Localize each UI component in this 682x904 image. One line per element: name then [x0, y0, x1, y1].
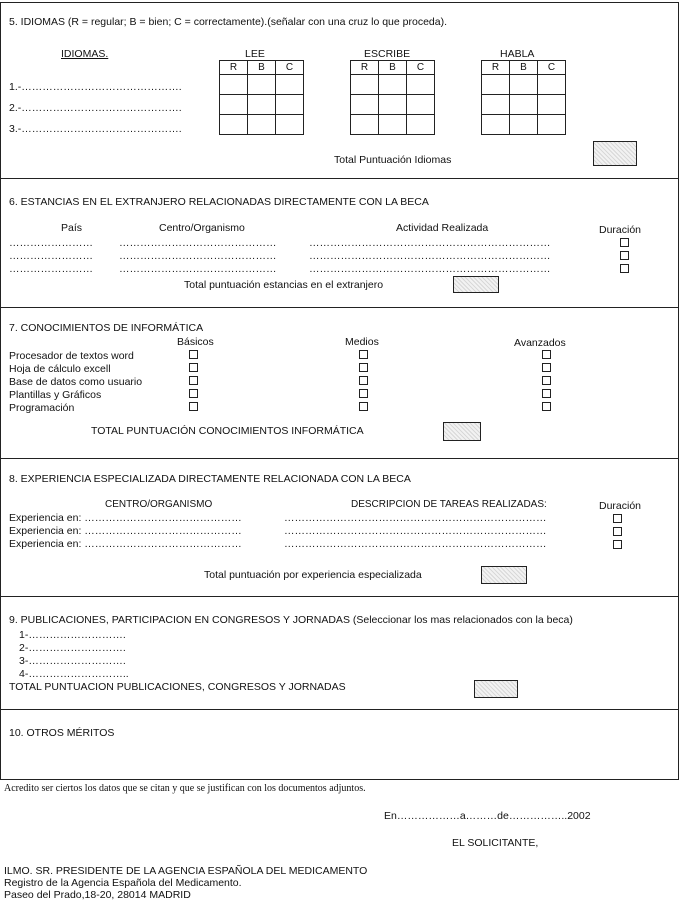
hdr-c: C: [407, 61, 435, 75]
duracion-checkbox[interactable]: [620, 264, 629, 273]
cell[interactable]: [220, 75, 248, 95]
hdr-c: C: [538, 61, 566, 75]
cell[interactable]: [379, 75, 407, 95]
signer-label: EL SOLICITANTE,: [452, 837, 539, 849]
checkbox-basicos[interactable]: [189, 389, 198, 398]
header-pais: País: [61, 222, 83, 234]
descripcion-field[interactable]: …………………………………………………………………: [284, 512, 547, 524]
section-experiencia: [0, 458, 679, 597]
duracion-checkbox[interactable]: [613, 527, 622, 536]
item-procesador: Procesador de textos word: [9, 350, 134, 362]
score-box-estancias[interactable]: [453, 276, 499, 293]
centro-field[interactable]: ………………………………………: [119, 237, 277, 249]
item-base-datos: Base de datos como usuario: [9, 376, 143, 388]
group-lee: LEE: [245, 48, 265, 60]
item-plantillas: Plantillas y Gráficos: [9, 389, 102, 401]
hdr-r: R: [351, 61, 379, 75]
pais-field[interactable]: ……………………: [9, 237, 93, 249]
score-box-informatica[interactable]: [443, 422, 481, 441]
publicacion-item-3[interactable]: 3-……………………….: [19, 655, 126, 667]
checkbox-avanzados[interactable]: [542, 389, 551, 398]
checkbox-basicos[interactable]: [189, 376, 198, 385]
idiomas-header: IDIOMAS.: [61, 48, 109, 60]
cell[interactable]: [510, 95, 538, 115]
section-9-title: 9. PUBLICACIONES, PARTICIPACION EN CONGRESOS Y JORNADAS (Seleccionar los mas relacionados con la beca): [9, 614, 573, 626]
section-informatica: [0, 307, 679, 459]
checkbox-basicos[interactable]: [189, 363, 198, 372]
cell[interactable]: [482, 95, 510, 115]
checkbox-avanzados[interactable]: [542, 350, 551, 359]
score-box-idiomas[interactable]: [593, 141, 637, 166]
section-5-title: 5. IDIOMAS (R = regular; B = bien; C = correctamente).(señalar con una cruz lo que proceda).: [9, 16, 447, 28]
score-box-publicaciones[interactable]: [474, 680, 518, 698]
cell[interactable]: [220, 95, 248, 115]
score-box-experiencia[interactable]: [481, 566, 527, 584]
address-line-2: Registro de la Agencia Española del Medicamento.: [4, 877, 242, 889]
checkbox-medios[interactable]: [359, 376, 368, 385]
checkbox-basicos[interactable]: [189, 350, 198, 359]
cell[interactable]: [248, 75, 276, 95]
duracion-checkbox[interactable]: [613, 514, 622, 523]
section-8-title: 8. EXPERIENCIA ESPECIALIZADA DIRECTAMENTE RELACIONADA CON LA BECA: [9, 473, 411, 485]
cell[interactable]: [220, 115, 248, 135]
checkbox-avanzados[interactable]: [542, 376, 551, 385]
cell[interactable]: [351, 115, 379, 135]
cell[interactable]: [276, 115, 304, 135]
duracion-checkbox[interactable]: [620, 251, 629, 260]
actividad-field[interactable]: ……………………………………………………………: [309, 250, 551, 262]
certify-text: Acredito ser ciertos los datos que se citan y que se justifican con los documentos adjuntos.: [4, 783, 366, 794]
cell[interactable]: [351, 95, 379, 115]
cell[interactable]: [407, 95, 435, 115]
publicacion-item-4[interactable]: 4-………………………..: [19, 668, 129, 680]
hdr-r: R: [482, 61, 510, 75]
cell[interactable]: [407, 115, 435, 135]
cell[interactable]: [482, 115, 510, 135]
duracion-checkbox[interactable]: [613, 540, 622, 549]
level-basicos: Básicos: [177, 336, 214, 348]
cell[interactable]: [482, 75, 510, 95]
cell[interactable]: [538, 95, 566, 115]
duracion-checkbox[interactable]: [620, 238, 629, 247]
cell[interactable]: [510, 115, 538, 135]
cell[interactable]: [407, 75, 435, 95]
checkbox-basicos[interactable]: [189, 402, 198, 411]
header-centro: Centro/Organismo: [159, 222, 245, 234]
descripcion-field[interactable]: …………………………………………………………………: [284, 538, 547, 550]
total-publicaciones-label: TOTAL PUNTUACION PUBLICACIONES, CONGRESOS Y JORNADAS: [9, 681, 346, 693]
cell[interactable]: [538, 115, 566, 135]
experiencia-row[interactable]: Experiencia en: ………………………………………: [9, 538, 242, 550]
idioma-row-1[interactable]: 1.-……………………………………….: [9, 81, 182, 93]
checkbox-avanzados[interactable]: [542, 363, 551, 372]
pais-field[interactable]: ……………………: [9, 263, 93, 275]
address-line-3: Paseo del Prado,18-20, 28014 MADRID: [4, 889, 191, 901]
hdr-b: B: [510, 61, 538, 75]
experiencia-row[interactable]: Experiencia en: ………………………………………: [9, 512, 242, 524]
hdr-b: B: [379, 61, 407, 75]
centro-field[interactable]: ………………………………………: [119, 250, 277, 262]
centro-field[interactable]: ………………………………………: [119, 263, 277, 275]
cell[interactable]: [276, 75, 304, 95]
cell[interactable]: [379, 115, 407, 135]
checkbox-medios[interactable]: [359, 350, 368, 359]
idioma-row-3[interactable]: 3.-……………………………………….: [9, 123, 182, 135]
cell[interactable]: [248, 115, 276, 135]
grid-escribe: [350, 60, 435, 135]
section-otros-meritos: [0, 709, 679, 780]
total-experiencia-label: Total puntuación por experiencia especializada: [204, 569, 422, 581]
publicacion-item-2[interactable]: 2-……………………….: [19, 642, 126, 654]
group-escribe: ESCRIBE: [364, 48, 411, 60]
idioma-row-2[interactable]: 2.-……………………………………….: [9, 102, 182, 114]
date-line[interactable]: En………………a………de……………..2002: [384, 810, 591, 822]
cell[interactable]: [510, 75, 538, 95]
total-estancias-label: Total puntuación estancias en el extranjero: [184, 279, 384, 291]
grid-habla: [481, 60, 566, 135]
section-idiomas: [0, 2, 679, 179]
address-line-1: ILMO. SR. PRESIDENTE DE LA AGENCIA ESPAÑOLA DEL MEDICAMENTO: [4, 865, 368, 877]
checkbox-medios[interactable]: [359, 402, 368, 411]
hdr-c: C: [276, 61, 304, 75]
section-estancias: [0, 178, 679, 308]
total-idiomas-label: Total Puntuación Idiomas: [334, 154, 452, 166]
section-7-title: 7. CONOCIMIENTOS DE INFORMÁTICA: [9, 322, 204, 334]
section-6-title: 6. ESTANCIAS EN EL EXTRANJERO RELACIONADAS DIRECTAMENTE CON LA BECA: [9, 196, 429, 208]
header-actividad: Actividad Realizada: [396, 222, 489, 234]
section-publicaciones: [0, 596, 679, 710]
header-duracion-exp: Duración: [599, 500, 642, 512]
cell[interactable]: [379, 95, 407, 115]
grid-lee: [219, 60, 304, 135]
checkbox-medios[interactable]: [359, 389, 368, 398]
level-avanzados: Avanzados: [514, 337, 566, 349]
item-hoja-calculo: Hoja de cálculo excell: [9, 363, 111, 375]
checkbox-avanzados[interactable]: [542, 402, 551, 411]
level-medios: Medios: [345, 336, 379, 348]
experiencia-row[interactable]: Experiencia en: ………………………………………: [9, 525, 242, 537]
descripcion-field[interactable]: …………………………………………………………………: [284, 525, 547, 537]
cell[interactable]: [248, 95, 276, 115]
publicacion-item-1[interactable]: 1-……………………….: [19, 629, 126, 641]
total-informatica-label: TOTAL PUNTUACIÓN CONOCIMIENTOS INFORMÁTICA: [91, 425, 364, 437]
cell[interactable]: [538, 75, 566, 95]
actividad-field[interactable]: ……………………………………………………………: [309, 237, 551, 249]
group-habla: HABLA: [500, 48, 535, 60]
item-programacion: Programación: [9, 402, 75, 414]
header-descripcion: DESCRIPCION DE TAREAS REALIZADAS:: [351, 499, 547, 510]
cell[interactable]: [276, 95, 304, 115]
checkbox-medios[interactable]: [359, 363, 368, 372]
hdr-b: B: [248, 61, 276, 75]
header-duracion: Duración: [599, 224, 642, 236]
pais-field[interactable]: ……………………: [9, 250, 93, 262]
section-10-title: 10. OTROS MÉRITOS: [9, 727, 115, 739]
hdr-r: R: [220, 61, 248, 75]
cell[interactable]: [351, 75, 379, 95]
header-centro-organismo: CENTRO/ORGANISMO: [105, 499, 213, 510]
actividad-field[interactable]: ……………………………………………………………: [309, 263, 551, 275]
